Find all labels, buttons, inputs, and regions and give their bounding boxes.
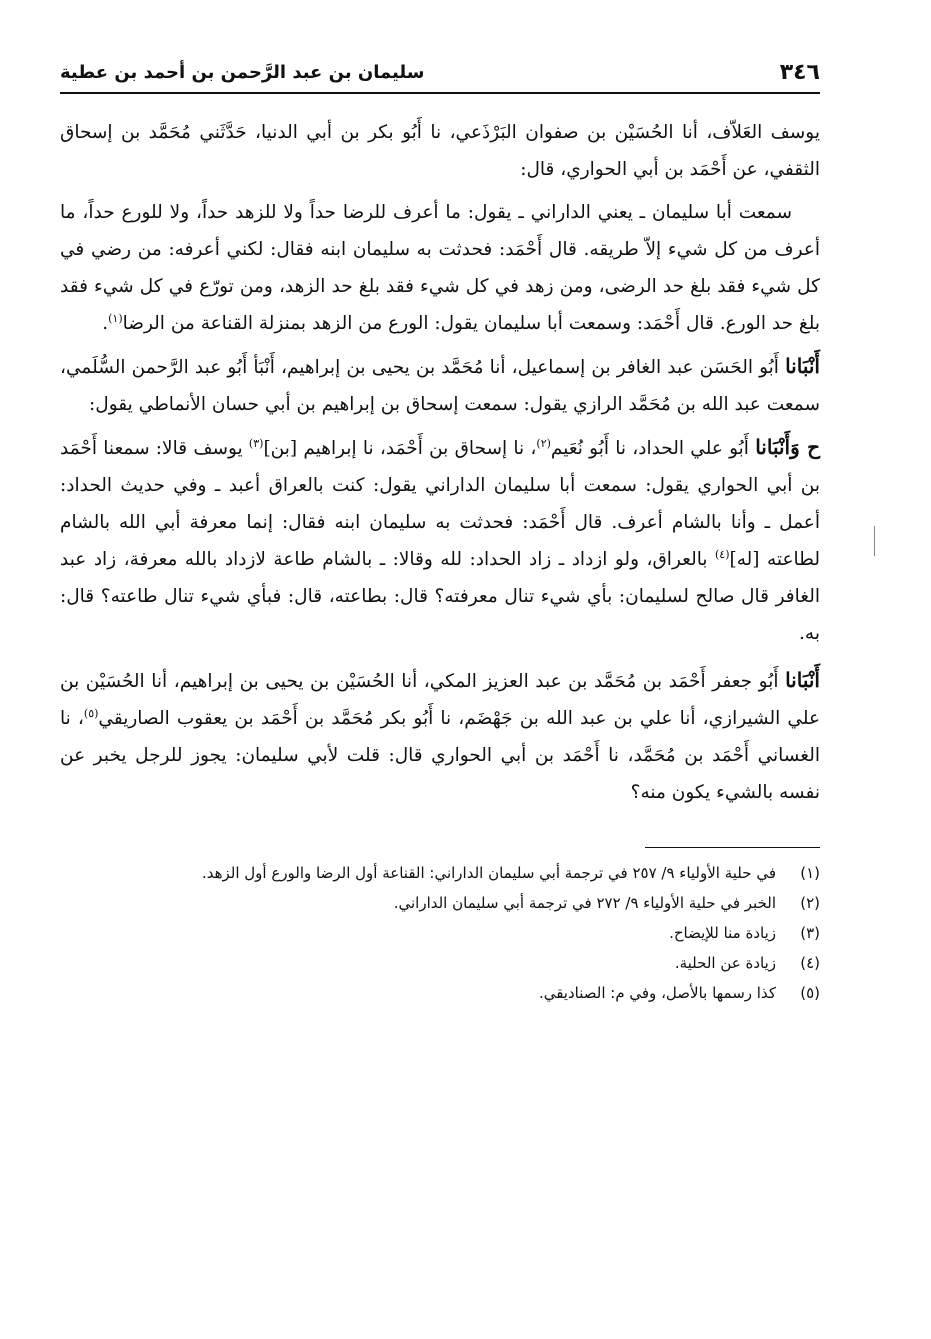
footnote-item <box>60 918 820 948</box>
paragraph-2 <box>60 194 820 342</box>
footnote-ref-5: (٥) <box>83 706 99 720</box>
footnote-ref-1: (١) <box>108 311 123 325</box>
footnote-number: (٤) <box>800 954 820 972</box>
footnote-ref-3: (٣) <box>248 436 264 450</box>
footnote-text: في حلية الأولياء ٩/ ٢٥٧ في ترجمة أبي سليمان الداراني: القناعة أول الرضا والورع أول الزهد. <box>201 864 776 882</box>
footnote-separator <box>645 847 820 848</box>
footnotes <box>60 858 820 1008</box>
paragraph-4-text-b: ، نا إسحاق بن أَحْمَد، نا إبراهيم [بن] <box>263 438 537 459</box>
page-number: ٣٤٦ <box>779 60 820 85</box>
paragraph-5-text-a: أَبُو جعفر أَحْمَد بن مُحَمَّد بن عبد العزيز المكي، أنا الحُسَيْن بن يحيى بن إبراهيم، أنا الحُسَيْن بن علي الشيرازي، أنا علي بن عبد الله بن جَهْضَم، نا أَبُو بكر مُحَمَّد بن أَحْمَد بن يعقوب الصاريقي <box>60 671 820 729</box>
paragraph-5-text-b: ، نا الغساني أَحْمَد بن مُحَمَّد، نا أَحْمَد بن أبي الحواري قال: قلت لأبي سليمان: يجوز للرجل يخبر عن نفسه بالشيء يكون منه؟ <box>60 708 820 803</box>
footnote-item <box>60 888 820 918</box>
footnote-ref-2: (٢) <box>536 436 551 450</box>
page-header <box>60 52 820 94</box>
margin-mark <box>874 526 875 556</box>
footnote-item <box>60 858 820 888</box>
paragraph-4 <box>60 429 820 652</box>
running-title: سليمان بن عبد الرَّحمن بن أحمد بن عطية <box>60 62 425 83</box>
isnad-lead-word: وَأَنْبَانا <box>755 435 800 459</box>
footnote-text: زيادة عن الحلية. <box>674 954 776 972</box>
paragraph-1: يوسف العَلاّف، أنا الحُسَيْن بن صفوان البَرْذَعي، نا أَبُو بكر بن أبي الدنيا، حَدَّثَني مُحَمَّد بن إسحاق الثقفي، عن أَحْمَد بن أبي الحواري، قال: <box>60 122 820 180</box>
paragraph-4-text-c: يوسف قالا: سمعنا أَحْمَد بن أبي الحواري يقول: سمعت أبا سليمان الداراني يقول: كنت بالعراق أعبد ـ وفي حديث الحداد: أعمل ـ وأنا بالشام أعرف. قال أَحْمَد: فحدثت به سليمان ابنه فقال: إنما معرفة أبي الله بالشام لطاعته [له] <box>60 438 820 570</box>
footnote-number: (٥) <box>800 984 820 1002</box>
footnote-number: (٣) <box>800 924 820 942</box>
paragraph-5 <box>60 662 820 811</box>
footnote-text: زيادة منا للإيضاح. <box>669 924 776 942</box>
main-text <box>60 114 820 811</box>
paragraph-3 <box>60 348 820 423</box>
book-page <box>60 52 820 1008</box>
paragraph-2-end: . <box>102 313 109 334</box>
paragraph-4-text-d: بالعراق، ولو ازداد ـ زاد الحداد: لله وقالا: ـ بالشام طاعة لازداد بالله معرفة، زاد عبد الغافر قال صالح لسليمان: بأي شيء تنال معرفته؟ قال: بطاعته، قال: فبأي شيء تنال طاعته؟ قال: به. <box>60 549 820 644</box>
footnote-number: (٢) <box>800 894 820 912</box>
footnote-item <box>60 978 820 1008</box>
footnote-ref-4: (٤) <box>715 547 730 561</box>
footnote-text: الخبر في حلية الأولياء ٩/ ٢٧٢ في ترجمة أبي سليمان الداراني. <box>393 894 776 912</box>
paragraph-4-text-a: أَبُو علي الحداد، نا أَبُو نُعَيم <box>550 438 756 459</box>
footnote-item <box>60 948 820 978</box>
paragraph-3-text: أَبُو الحَسَن عبد الغافر بن إسماعيل، أنا مُحَمَّد بن يحيى بن إبراهيم، أَنْبَأ أَبُو عبد الرَّحمن السُّلَمي، سمعت عبد الله بن مُحَمَّد الرازي يقول: سمعت إسحاق بن إبراهيم بن أبي حسان الأنماطي يقول: <box>60 357 820 415</box>
isnad-lead-word: أَنْبَانا <box>785 354 820 378</box>
footnote-text: كذا رسمها بالأصل، وفي م: الصناديقي. <box>538 984 776 1002</box>
paragraph-2-text: سمعت أبا سليمان ـ يعني الداراني ـ يقول: ما أعرف للرضا حداً ولا للزهد حداً، ولا للورع حداً، ما أعرف من كل شيء إلاّ طريقه. قال أَحْمَد: فحدثت به سليمان ابنه فقال: لكني أعرفه: من رضي في كل شيء فقد بلغ حد الرضى، ومن زهد في كل شيء فقد بلغ حد الزهد، ومن تورّع في كل شيء فقد بلغ حد الورع. قال أَحْمَد: وسمعت أبا سليمان يقول: الورع من الزهد بمنزلة القناعة من الرضا <box>60 202 820 334</box>
isnad-prefix: ح <box>799 435 821 459</box>
footnote-number: (١) <box>800 864 820 882</box>
isnad-lead-word: أَنْبَانا <box>785 668 820 692</box>
